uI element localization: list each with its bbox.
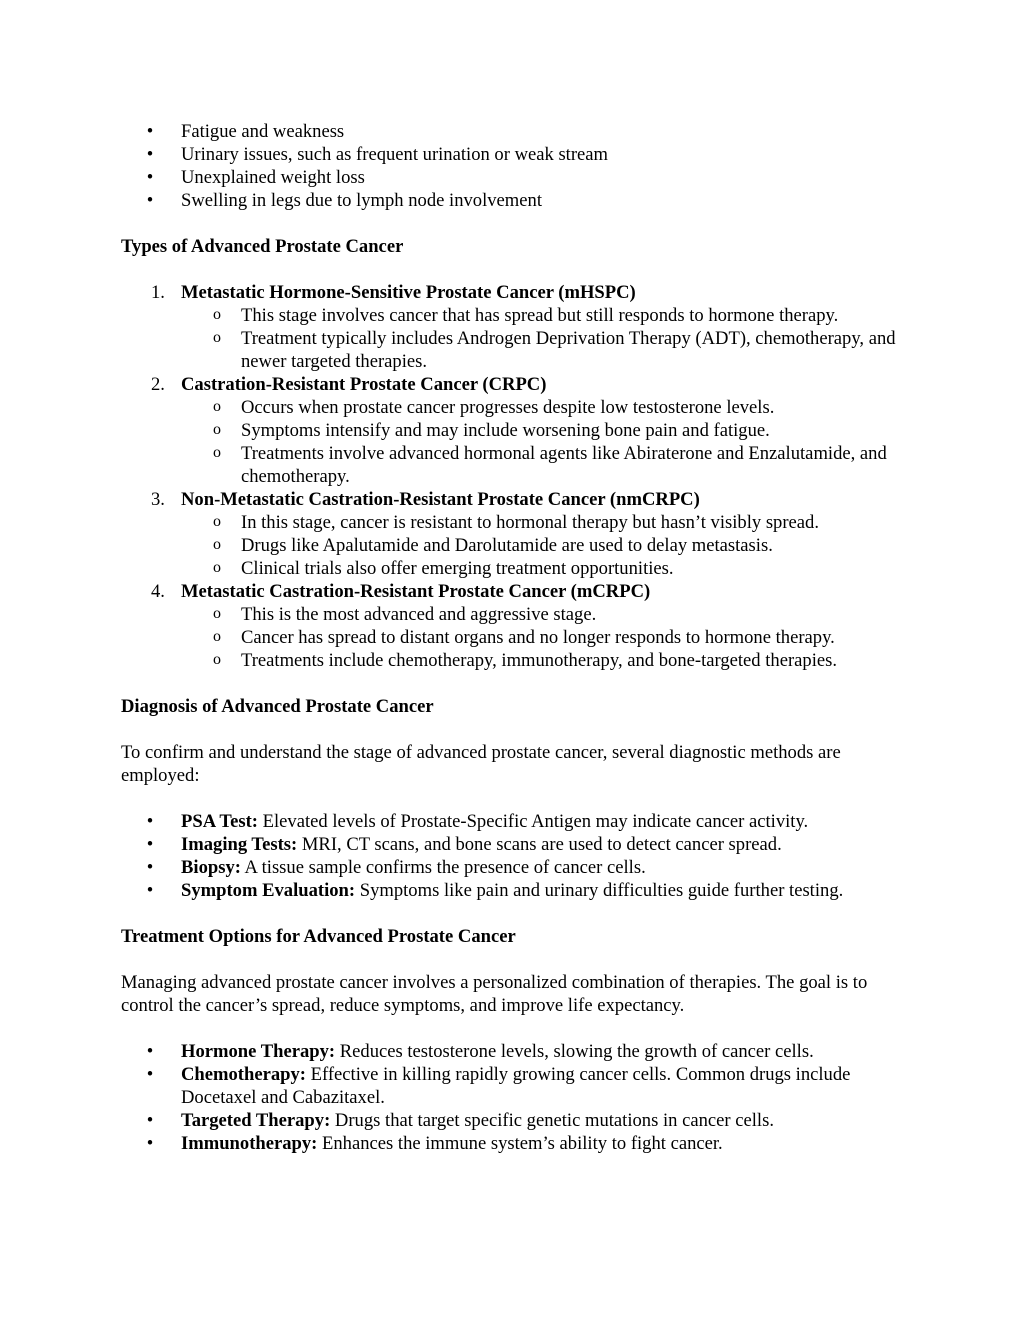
list-item [121,1132,911,1155]
type-points [181,511,911,580]
sub-list-item [181,603,911,626]
sub-list-item-text: Clinical trials also offer emerging treatment opportunities. [241,558,674,579]
type-item [121,373,911,488]
sub-list-item [181,511,911,534]
item-number: 4. [151,581,165,602]
item-number: 1. [151,282,165,303]
list-item [121,166,911,189]
item-text: Effective in killing rapidly growing cancer cells. Common drugs include Docetaxel and Cabazitaxel. [181,1064,851,1108]
sub-list-item-text: Drugs like Apalutamide and Darolutamide are used to delay metastasis. [241,535,773,556]
list-item [121,879,911,902]
bullet-icon: • [146,1064,154,1085]
sub-list-item-text: This stage involves cancer that has spread but still responds to hormone therapy. [241,305,839,326]
type-title: Castration-Resistant Prostate Cancer (CRPC) [181,374,547,395]
diagnosis-list [121,810,911,902]
sub-list-item [181,557,911,580]
item-label: Hormone Therapy: [181,1041,336,1062]
item-text: Elevated levels of Prostate-Specific Antigen may indicate cancer activity. [257,811,809,832]
sub-list-item [181,304,911,327]
item-text: A tissue sample confirms the presence of cancer cells. [240,857,646,878]
list-item-text: Unexplained weight loss [181,167,365,188]
treatment-intro: Managing advanced prostate cancer involves a personalized combination of therapies. The goal is to control the cancer’s spread, reduce symptoms, and improve life expectancy. [121,972,868,1016]
type-item [121,281,911,373]
sub-list-item [181,442,911,488]
list-item-text: Urinary issues, such as frequent urination or weak stream [181,144,609,165]
sub-list-item [181,396,911,419]
list-item [121,1109,911,1132]
circle-bullet-icon: o [213,628,221,645]
circle-bullet-icon: o [213,559,221,576]
sub-list-item [181,419,911,442]
bullet-icon: • [146,144,154,165]
bullet-icon: • [146,121,154,142]
circle-bullet-icon: o [213,444,221,461]
bullet-icon: • [146,1133,154,1154]
bullet-icon: • [146,834,154,855]
bullet-icon: • [146,1110,154,1131]
circle-bullet-icon: o [213,329,221,346]
treatment-list [121,1040,911,1155]
type-item [121,580,911,672]
item-label: Chemotherapy: [181,1064,306,1085]
circle-bullet-icon: o [213,536,221,553]
item-label: Biopsy: [181,857,241,878]
list-item [121,189,911,212]
list-item [121,143,911,166]
sub-list-item-text: Symptoms intensify and may include worsening bone pain and fatigue. [241,420,770,441]
item-label: Targeted Therapy: [181,1110,331,1131]
circle-bullet-icon: o [213,651,221,668]
type-title: Metastatic Castration-Resistant Prostate Cancer (mCRPC) [181,581,651,602]
circle-bullet-icon: o [213,421,221,438]
sub-list-item-text: Treatments involve advanced hormonal agents like Abiraterone and Enzalutamide, and chemotherapy. [241,443,887,487]
sub-list-item-text: Treatments include chemotherapy, immunotherapy, and bone-targeted therapies. [241,650,838,671]
list-item [121,1040,911,1063]
type-points [181,603,911,672]
sub-list-item-text: This is the most advanced and aggressive stage. [241,604,597,625]
bullet-icon: • [146,1041,154,1062]
item-text: Reduces testosterone levels, slowing the growth of cancer cells. [335,1041,814,1062]
list-item-text: Fatigue and weakness [181,121,345,142]
list-item-text: Swelling in legs due to lymph node involvement [181,190,542,211]
bullet-icon: • [146,811,154,832]
diagnosis-intro: To confirm and understand the stage of advanced prostate cancer, several diagnostic methods are employed: [121,742,841,786]
sub-list-item-text: Occurs when prostate cancer progresses despite low testosterone levels. [241,397,775,418]
item-number: 3. [151,489,165,510]
types-heading: Types of Advanced Prostate Cancer [121,236,404,257]
treatment-heading: Treatment Options for Advanced Prostate Cancer [121,926,516,947]
sub-list-item [181,626,911,649]
sub-list-item [181,649,911,672]
list-item [121,833,911,856]
item-label: Symptom Evaluation: [181,880,356,901]
sub-list-item-text: Treatment typically includes Androgen Deprivation Therapy (ADT), chemotherapy, and newer targeted therapies. [241,328,896,372]
type-title: Metastatic Hormone-Sensitive Prostate Cancer (mHSPC) [181,282,636,303]
sub-list-item-text: Cancer has spread to distant organs and no longer responds to hormone therapy. [241,627,835,648]
type-points [181,304,911,373]
type-title: Non-Metastatic Castration-Resistant Prostate Cancer (nmCRPC) [181,489,700,510]
item-text: Enhances the immune system’s ability to fight cancer. [317,1133,723,1154]
bullet-icon: • [146,857,154,878]
circle-bullet-icon: o [213,513,221,530]
bullet-icon: • [146,880,154,901]
item-label: Imaging Tests: [181,834,298,855]
item-label: PSA Test: [181,811,258,832]
item-text: Drugs that target specific genetic mutations in cancer cells. [330,1110,774,1131]
circle-bullet-icon: o [213,605,221,622]
symptom-list [121,120,911,212]
bullet-icon: • [146,190,154,211]
list-item [121,856,911,879]
bullet-icon: • [146,167,154,188]
item-label: Immunotherapy: [181,1133,318,1154]
document-content [121,120,911,1155]
list-item [121,810,911,833]
item-text: Symptoms like pain and urinary difficulties guide further testing. [355,880,844,901]
sub-list-item-text: In this stage, cancer is resistant to hormonal therapy but hasn’t visibly spread. [241,512,819,533]
diagnosis-heading: Diagnosis of Advanced Prostate Cancer [121,696,434,717]
list-item [121,120,911,143]
item-text: MRI, CT scans, and bone scans are used to detect cancer spread. [297,834,782,855]
item-number: 2. [151,374,165,395]
list-item [121,1063,911,1109]
type-item [121,488,911,580]
type-points [181,396,911,488]
sub-list-item [181,534,911,557]
circle-bullet-icon: o [213,306,221,323]
sub-list-item [181,327,911,373]
types-list [121,281,911,672]
circle-bullet-icon: o [213,398,221,415]
